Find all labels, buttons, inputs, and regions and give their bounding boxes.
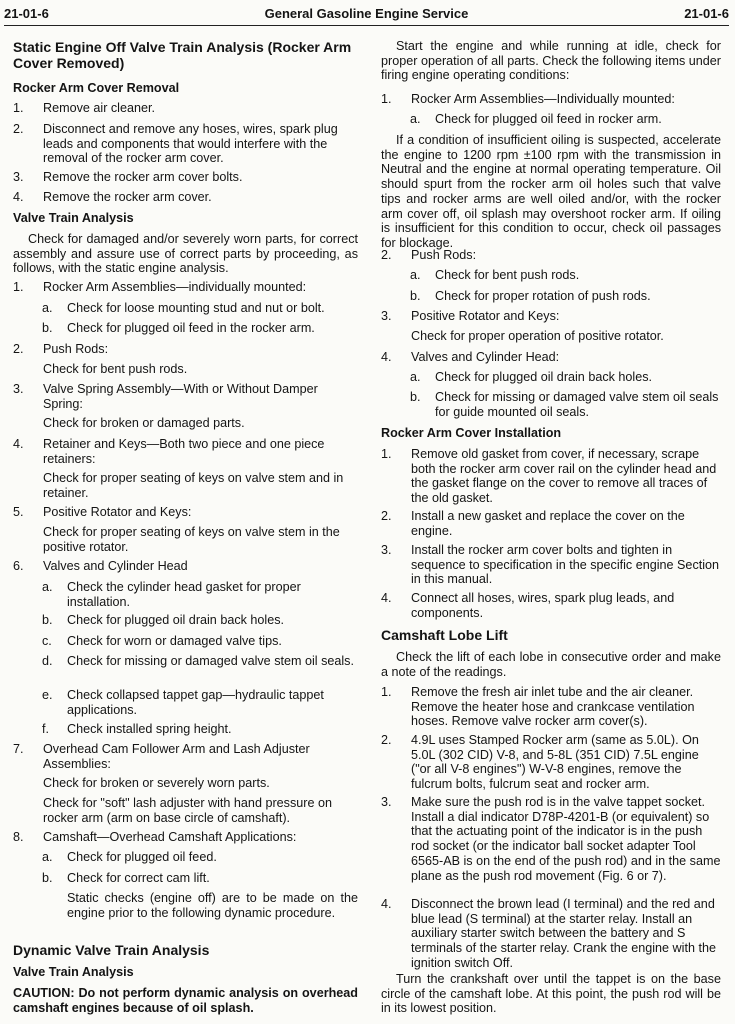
- step-number: 3.: [13, 170, 24, 184]
- lettered-substep: [381, 370, 721, 385]
- substep-text: Check for correct cam lift.: [67, 871, 210, 885]
- page-number-right: 21-01-6: [684, 6, 729, 21]
- numbered-step: [13, 170, 358, 185]
- step-text: Remove the rocker arm cover.: [43, 190, 212, 204]
- substep-letter: e.: [42, 688, 53, 702]
- lettered-substep: [13, 654, 358, 669]
- numbered-step: [13, 437, 358, 466]
- substep-text: Check for proper rotation of push rods.: [435, 289, 651, 303]
- step-number: 3.: [381, 795, 392, 809]
- lettered-substep: [13, 722, 358, 737]
- substep-text: Check collapsed tappet gap—hydraulic tappet applications.: [67, 688, 324, 717]
- lettered-substep: [13, 688, 358, 717]
- step-number: 1.: [13, 101, 24, 115]
- step-number: 3.: [381, 309, 392, 323]
- numbered-step: [381, 543, 721, 587]
- running-title: General Gasoline Engine Service: [264, 6, 469, 21]
- subsection-heading: Valve Train Analysis: [13, 965, 134, 979]
- step-number: 1.: [381, 92, 392, 106]
- lettered-substep: [13, 613, 358, 628]
- numbered-step: [13, 505, 358, 520]
- step-number: 4.: [381, 591, 392, 605]
- numbered-step: [381, 350, 721, 365]
- step-text: Valves and Cylinder Head: [43, 559, 188, 573]
- substep-text: Check for plugged oil feed in rocker arm.: [435, 112, 662, 126]
- indented-text: Check for proper operation of positive rotator.: [411, 329, 664, 343]
- step-text: 4.9L uses Stamped Rocker arm (same as 5.0L). On 5.0L (302 CID) V-8, and 5-8L (351 CID) 7.5L engine ("or all V-8 engines") W-V-8 engines, remove the fulcrum bolts, fulcrum seat and rocker arm.: [411, 733, 699, 792]
- substep-letter: a.: [410, 268, 421, 282]
- caution-note: CAUTION: Do not perform dynamic analysis on overhead camshaft engines because of oil splash.: [13, 986, 358, 1015]
- step-number: 4.: [381, 350, 392, 364]
- numbered-step: [13, 742, 358, 771]
- subsection-heading: Valve Train Analysis: [13, 211, 134, 225]
- paragraph: Start the engine and while running at idle, check for proper operation of all parts. Check the following items under firing engine operating conditions:: [381, 39, 721, 83]
- step-text: Make sure the push rod is in the valve tappet socket. Install a dial indicator D78P-4201-B (or equivalent) so that the actuating point of the indicator is in the push rod socket (or the indicator ball socket adapter Tool 6565-AB is on the end of the push rod) and in the same plane as the push rod movement (Fig. 6 or 7).: [411, 795, 721, 883]
- lettered-substep: [381, 289, 721, 304]
- step-text: Remove old gasket from cover, if necessary, scrape both the rocker arm cover rail on the cylinder head and the gasket flange on the cover to remove all traces of the old gasket.: [411, 447, 717, 506]
- numbered-step: [13, 342, 358, 357]
- lettered-substep: [13, 301, 358, 316]
- numbered-step: [381, 509, 721, 538]
- header-rule: [4, 25, 729, 26]
- step-text: Remove air cleaner.: [43, 101, 155, 115]
- step-number: 3.: [13, 382, 24, 396]
- numbered-step: [381, 733, 721, 792]
- step-number: 2.: [381, 509, 392, 523]
- substep-letter: b.: [42, 321, 53, 335]
- indented-note: Static checks (engine off) are to be made on the engine prior to the following dynamic procedure.: [67, 891, 358, 920]
- step-number: 3.: [381, 543, 392, 557]
- page-header: [4, 6, 729, 24]
- step-number: 7.: [13, 742, 24, 756]
- numbered-step: [381, 447, 721, 506]
- substep-letter: f.: [42, 722, 49, 736]
- step-text: Camshaft—Overhead Camshaft Applications:: [43, 830, 297, 844]
- step-text: Valve Spring Assembly—With or Without Damper Spring:: [43, 382, 318, 411]
- step-text: Install a new gasket and replace the cover on the engine.: [411, 509, 685, 538]
- lettered-substep: [381, 268, 721, 283]
- step-text: Remove the rocker arm cover bolts.: [43, 170, 243, 184]
- numbered-step: [381, 92, 721, 107]
- step-number: 2.: [381, 248, 392, 262]
- substep-text: Check for worn or damaged valve tips.: [67, 634, 282, 648]
- paragraph: If a condition of insufficient oiling is suspected, accelerate the engine to 1200 rpm ±100 rpm with the transmission in Neutral and the engine at normal operating temperature. Oil should spurt from the rocker arm oil holes such that valve tips and rocker arms are well oiled and/or, with the rocker arm cover off, oil splash may overshoot rocker arm. If oiling is insufficient for this condition to occur, check oil passages for blockage.: [381, 133, 721, 251]
- subsection-heading: Rocker Arm Cover Installation: [381, 426, 562, 440]
- step-text: Push Rods:: [411, 248, 477, 262]
- lettered-substep: [13, 871, 358, 886]
- numbered-step: [381, 248, 721, 263]
- step-number: 1.: [381, 447, 392, 461]
- substep-text: Check for missing or damaged valve stem oil seals for guide mounted oil seals.: [435, 390, 719, 419]
- step-text: Valves and Cylinder Head:: [411, 350, 560, 364]
- numbered-step: [381, 591, 721, 620]
- substep-letter: b.: [42, 613, 53, 627]
- step-text: Retainer and Keys—Both two piece and one piece retainers:: [43, 437, 325, 466]
- step-text: Rocker Arm Assemblies—individually mounted:: [43, 280, 307, 294]
- indented-text: Check for proper seating of keys on valve stem and in retainer.: [43, 471, 344, 500]
- step-text: Overhead Cam Follower Arm and Lash Adjuster Assemblies:: [43, 742, 310, 771]
- indented-text: Check for broken or damaged parts.: [43, 416, 245, 430]
- substep-letter: b.: [410, 390, 421, 404]
- subsection-heading: Rocker Arm Cover Removal: [13, 81, 180, 95]
- numbered-step: [13, 122, 358, 166]
- lettered-substep: [13, 321, 358, 336]
- step-number: 2.: [381, 733, 392, 747]
- substep-letter: a.: [410, 370, 421, 384]
- substep-text: Check for plugged oil feed in the rocker arm.: [67, 321, 315, 335]
- substep-text: Check for missing or damaged valve stem oil seals.: [67, 654, 354, 668]
- step-number: 2.: [13, 342, 24, 356]
- lettered-substep: [381, 390, 721, 419]
- paragraph: Turn the crankshaft over until the tappet is on the base circle of the camshaft lobe. At this point, the push rod will be in its lowest position.: [381, 972, 721, 1016]
- section-heading: Dynamic Valve Train Analysis: [13, 942, 210, 958]
- step-number: 1.: [381, 685, 392, 699]
- numbered-step: [13, 101, 358, 116]
- substep-letter: d.: [42, 654, 53, 668]
- step-number: 4.: [13, 190, 24, 204]
- numbered-step: [381, 685, 721, 729]
- substep-text: Check for loose mounting stud and nut or bolt.: [67, 301, 325, 315]
- paragraph: Check for damaged and/or severely worn parts, for correct assembly and assure use of correct parts by proceeding, as follows, with the static engine analysis.: [13, 232, 358, 276]
- step-number: 8.: [13, 830, 24, 844]
- indented-text: Check for "soft" lash adjuster with hand pressure on rocker arm (arm on base circle of camshaft).: [43, 796, 332, 825]
- numbered-step: [13, 190, 358, 205]
- step-number: 4.: [13, 437, 24, 451]
- step-text: Connect all hoses, wires, spark plug leads, and components.: [411, 591, 675, 620]
- step-text: Disconnect the brown lead (I terminal) and the red and blue lead (S terminal) at the starter relay. Install an auxiliary starter switch between the battery and S terminals of the starter relay. Crank the engine with the ignition switch Off.: [411, 897, 716, 970]
- substep-text: Check for plugged oil drain back holes.: [67, 613, 285, 627]
- numbered-step: [13, 559, 358, 574]
- step-text: Push Rods:: [43, 342, 109, 356]
- step-text: Positive Rotator and Keys:: [411, 309, 560, 323]
- indented-text: Check for proper seating of keys on valve stem in the positive rotator.: [43, 525, 340, 554]
- lettered-substep: [381, 112, 721, 127]
- lettered-substep: [13, 634, 358, 649]
- substep-letter: a.: [42, 580, 53, 594]
- substep-letter: a.: [42, 301, 53, 315]
- page-number-left: 21-01-6: [4, 6, 49, 21]
- lettered-substep: [13, 850, 358, 865]
- step-number: 4.: [381, 897, 392, 911]
- substep-letter: c.: [42, 634, 52, 648]
- step-number: 5.: [13, 505, 24, 519]
- substep-text: Check installed spring height.: [67, 722, 232, 736]
- section-heading: Static Engine Off Valve Train Analysis (Rocker Arm Cover Removed): [13, 39, 352, 72]
- indented-text: Check for bent push rods.: [43, 362, 188, 376]
- substep-text: Check the cylinder head gasket for proper installation.: [67, 580, 301, 609]
- numbered-step: [381, 795, 721, 883]
- substep-text: Check for plugged oil feed.: [67, 850, 217, 864]
- lettered-substep: [13, 580, 358, 609]
- substep-letter: a.: [410, 112, 421, 126]
- numbered-step: [381, 897, 721, 971]
- paragraph: Check the lift of each lobe in consecutive order and make a note of the readings.: [381, 650, 721, 679]
- step-number: 6.: [13, 559, 24, 573]
- step-text: Install the rocker arm cover bolts and tighten in sequence to specification in the specific engine Section in this manual.: [411, 543, 720, 587]
- step-number: 2.: [13, 122, 24, 136]
- indented-text: Check for broken or severely worn parts.: [43, 776, 270, 790]
- section-heading: Camshaft Lobe Lift: [381, 627, 508, 643]
- substep-letter: b.: [42, 871, 53, 885]
- step-text: Rocker Arm Assemblies—Individually mounted:: [411, 92, 675, 106]
- numbered-step: [381, 309, 721, 324]
- substep-letter: b.: [410, 289, 421, 303]
- numbered-step: [13, 830, 358, 845]
- substep-text: Check for plugged oil drain back holes.: [435, 370, 653, 384]
- numbered-step: [13, 280, 358, 295]
- step-number: 1.: [13, 280, 24, 294]
- substep-text: Check for bent push rods.: [435, 268, 580, 282]
- numbered-step: [13, 382, 358, 411]
- step-text: Disconnect and remove any hoses, wires, spark plug leads and components that would interfere with the removal of the rocker arm cover.: [43, 122, 338, 166]
- substep-letter: a.: [42, 850, 53, 864]
- step-text: Remove the fresh air inlet tube and the air cleaner. Remove the heater hose and crankcase ventilation hoses. Remove valve rocker arm cover(s).: [411, 685, 695, 729]
- step-text: Positive Rotator and Keys:: [43, 505, 192, 519]
